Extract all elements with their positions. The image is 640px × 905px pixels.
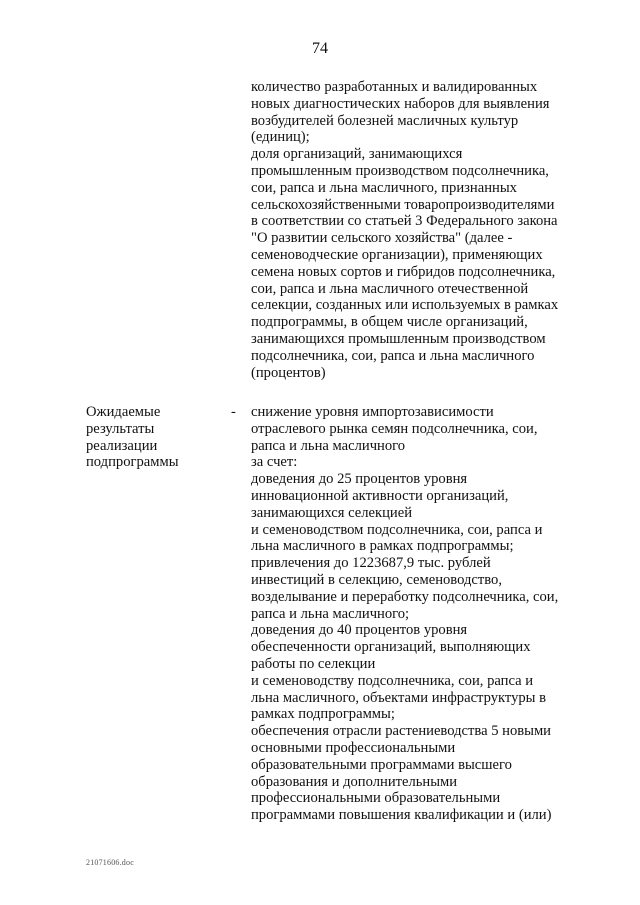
text-line: возделывание и переработку подсолнечника, сои, (251, 588, 559, 605)
text-line: рапса и льна масличного; (251, 605, 410, 622)
label-dash: - (231, 404, 236, 420)
label-line: Ожидаемые (86, 404, 161, 420)
text-line: сои, рапса и льна масличного, признанных (251, 179, 517, 196)
text-line: основными профессиональными (251, 739, 456, 756)
text-line: в соответствии со статьей 3 Федерального закона (251, 213, 558, 230)
text-line: семеноводческие организации), применяющих (251, 246, 543, 263)
text-line: (процентов) (251, 364, 326, 381)
text-line: промышленным производством подсолнечника, (251, 162, 549, 179)
text-line: работы по селекции (251, 655, 376, 672)
text-line: за счет: (251, 454, 298, 471)
text-line: и семеноводству подсолнечника, сои, рапса и (251, 672, 534, 689)
text-line: возбудителей болезней масличных культур (251, 112, 519, 129)
text-line: образования и дополнительными (251, 773, 458, 790)
text-line: сои, рапса и льна масличного отечественной (251, 280, 529, 297)
text-line: подсолнечника, сои, рапса и льна масличного (251, 347, 535, 364)
text-line: инновационной активности организаций, (251, 487, 509, 504)
text-line: подпрограммы, в общем числе организаций, (251, 314, 528, 331)
text-line: обеспеченности организаций, выполняющих (251, 639, 531, 656)
text-line: инвестиций в селекцию, семеноводство, (251, 571, 502, 588)
text-line: и семеноводством подсолнечника, сои, рапса и (251, 521, 543, 538)
text-line: (единиц); (251, 129, 310, 146)
text-line: сельскохозяйственными товаропроизводителями (251, 196, 555, 213)
text-line: занимающихся промышленным производством (251, 330, 546, 347)
text-line: "О развитии сельского хозяйства" (далее - (251, 230, 513, 247)
text-line: привлечения до 1223687,9 тыс. рублей (251, 555, 491, 572)
indicators-text-block (251, 79, 596, 381)
text-line: семена новых сортов и гибридов подсолнечника, (251, 263, 556, 280)
document-filename: 21071606.doc (86, 858, 134, 867)
text-line: образовательными программами высшего (251, 756, 512, 773)
expected-results-text-block (251, 404, 596, 824)
text-line: рапса и льна масличного (251, 437, 406, 454)
label-line: результаты (86, 420, 155, 437)
page-number: 74 (312, 40, 328, 57)
expected-results-label (86, 404, 179, 471)
text-line: обеспечения отрасли растениеводства 5 новыми (251, 723, 551, 740)
label-line: подпрограммы (86, 454, 179, 471)
text-line: снижение уровня импортозависимости (251, 404, 494, 420)
text-line: программами повышения квалификации и (или) (251, 807, 552, 824)
text-line: доведения до 25 процентов уровня (251, 471, 468, 488)
text-line: доведения до 40 процентов уровня (251, 622, 468, 639)
text-line: профессиональными образовательными (251, 790, 501, 807)
text-line: занимающихся селекцией (251, 504, 413, 521)
text-line: рамках подпрограммы; (251, 706, 395, 723)
text-line: количество разработанных и валидированных (251, 79, 538, 95)
text-line: селекции, созданных или используемых в рамках (251, 297, 559, 314)
text-line: доля организаций, занимающихся (251, 146, 463, 163)
text-line: льна масличного, объектами инфраструктуры в (251, 689, 547, 706)
text-line: отраслевого рынка семян подсолнечника, сои, (251, 420, 538, 437)
text-line: льна масличного в рамках подпрограммы; (251, 538, 514, 555)
label-line: реализации (86, 437, 158, 454)
text-line: новых диагностических наборов для выявления (251, 95, 550, 112)
